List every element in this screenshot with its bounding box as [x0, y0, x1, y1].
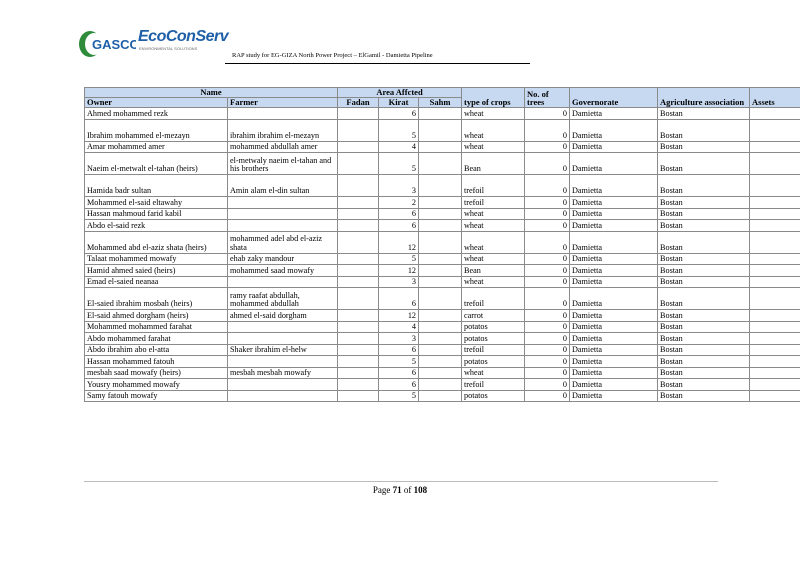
- table-row: [85, 265, 800, 277]
- sahm-cell: [419, 153, 462, 175]
- assets-cell: [750, 310, 800, 322]
- crop-type-cell: potatos: [462, 390, 525, 402]
- trees-count-cell: 0: [525, 310, 570, 322]
- governorate-cell: Damietta: [570, 220, 658, 232]
- owner-cell: Ahmed mohammed rezk: [85, 108, 228, 120]
- farmer-cell: mohammed abdullah amer: [228, 141, 338, 153]
- table-row: [85, 119, 800, 141]
- kirat-cell: 5: [379, 253, 419, 265]
- owner-cell: Amar mohammed amer: [85, 141, 228, 153]
- crop-type-cell: trefoil: [462, 344, 525, 356]
- governorate-cell: Damietta: [570, 108, 658, 120]
- area-affected-header: Area Affcted: [338, 88, 462, 98]
- sahm-cell: [419, 344, 462, 356]
- agriculture-association-header: Agriculture association: [658, 88, 750, 108]
- sahm-cell: [419, 390, 462, 402]
- assets-cell: [750, 288, 800, 310]
- trees-count-cell: 0: [525, 153, 570, 175]
- kirat-cell: 4: [379, 321, 419, 333]
- kirat-cell: 2: [379, 197, 419, 209]
- governorate-cell: Damietta: [570, 379, 658, 391]
- sahm-cell: [419, 108, 462, 120]
- farmer-cell: [228, 379, 338, 391]
- trees-count-cell: 0: [525, 141, 570, 153]
- assets-cell: [750, 141, 800, 153]
- table-row: [85, 108, 800, 120]
- sahm-cell: [419, 356, 462, 368]
- table-row: [85, 197, 800, 209]
- kirat-cell: 3: [379, 276, 419, 288]
- kirat-cell: 12: [379, 265, 419, 277]
- farmer-cell: ramy raafat abdullah, mohammed abdullah: [228, 288, 338, 310]
- fadan-cell: [338, 333, 379, 345]
- page-of-label: of: [403, 485, 412, 495]
- agriculture-association-cell: Bostan: [658, 367, 750, 379]
- kirat-cell: 4: [379, 141, 419, 153]
- ecoconserv-logo-subtitle: ENVIRONMENTAL SOLUTIONS: [139, 46, 198, 51]
- assets-cell: [750, 356, 800, 368]
- governorate-cell: Damietta: [570, 344, 658, 356]
- farmer-header: Farmer: [228, 98, 338, 108]
- trees-count-cell: 0: [525, 175, 570, 197]
- table-row: [85, 175, 800, 197]
- table-row: [85, 208, 800, 220]
- agriculture-association-cell: Bostan: [658, 276, 750, 288]
- trees-count-cell: 0: [525, 119, 570, 141]
- assets-cell: [750, 253, 800, 265]
- kirat-cell: 5: [379, 356, 419, 368]
- assets-cell: [750, 197, 800, 209]
- kirat-cell: 6: [379, 367, 419, 379]
- governorate-cell: Damietta: [570, 231, 658, 253]
- owner-cell: Samy fatouh mowafy: [85, 390, 228, 402]
- governorate-cell: Damietta: [570, 356, 658, 368]
- trees-count-cell: 0: [525, 344, 570, 356]
- trees-count-cell: 0: [525, 208, 570, 220]
- kirat-cell: 12: [379, 231, 419, 253]
- no-of-trees-header: No. of trees: [525, 88, 570, 108]
- trees-count-cell: 0: [525, 367, 570, 379]
- trees-count-cell: 0: [525, 356, 570, 368]
- assets-header: Assets: [750, 88, 800, 108]
- owner-cell: Naeim el-metwalt el-tahan (heirs): [85, 153, 228, 175]
- page-number: 71: [392, 485, 402, 495]
- farmer-cell: ibrahim ibrahim el-mezayn: [228, 119, 338, 141]
- fadan-cell: [338, 276, 379, 288]
- agriculture-association-cell: Bostan: [658, 344, 750, 356]
- farmer-cell: mohammed saad mowafy: [228, 265, 338, 277]
- fadan-cell: [338, 108, 379, 120]
- sahm-cell: [419, 197, 462, 209]
- fadan-cell: [338, 175, 379, 197]
- agriculture-association-cell: Bostan: [658, 288, 750, 310]
- assets-cell: [750, 367, 800, 379]
- assets-cell: [750, 265, 800, 277]
- ecoconserv-logo-text: EcoConServ: [138, 28, 229, 45]
- name-header: Name: [85, 88, 338, 98]
- owner-cell: Hamida badr sultan: [85, 175, 228, 197]
- governorate-cell: Damietta: [570, 175, 658, 197]
- table-row: [85, 344, 800, 356]
- kirat-cell: 5: [379, 390, 419, 402]
- sahm-cell: [419, 141, 462, 153]
- fadan-cell: [338, 390, 379, 402]
- kirat-cell: 6: [379, 220, 419, 232]
- sahm-cell: [419, 276, 462, 288]
- agriculture-association-cell: Bostan: [658, 108, 750, 120]
- fadan-cell: [338, 356, 379, 368]
- governorate-cell: Damietta: [570, 208, 658, 220]
- sahm-cell: [419, 321, 462, 333]
- crop-type-cell: wheat: [462, 367, 525, 379]
- crop-type-cell: wheat: [462, 253, 525, 265]
- fadan-cell: [338, 321, 379, 333]
- table-row: [85, 333, 800, 345]
- type-of-crops-header: type of crops: [462, 88, 525, 108]
- agriculture-association-cell: Bostan: [658, 153, 750, 175]
- fadan-cell: [338, 288, 379, 310]
- sahm-cell: [419, 379, 462, 391]
- governorate-cell: Damietta: [570, 367, 658, 379]
- gasco-logo: [78, 26, 136, 60]
- fadan-cell: [338, 197, 379, 209]
- crop-type-cell: potatos: [462, 356, 525, 368]
- governorate-header: Governorate: [570, 88, 658, 108]
- farmer-cell: ehab zaky mandour: [228, 253, 338, 265]
- fadan-cell: [338, 153, 379, 175]
- gasco-logo-graphic: [78, 26, 136, 60]
- kirat-header: Kirat: [379, 98, 419, 108]
- agriculture-association-cell: Bostan: [658, 197, 750, 209]
- governorate-cell: Damietta: [570, 276, 658, 288]
- crop-type-cell: potatos: [462, 321, 525, 333]
- fadan-cell: [338, 310, 379, 322]
- trees-count-cell: 0: [525, 108, 570, 120]
- assets-cell: [750, 220, 800, 232]
- kirat-cell: 5: [379, 153, 419, 175]
- crop-type-cell: trefoil: [462, 379, 525, 391]
- sahm-cell: [419, 288, 462, 310]
- footer-rule: [84, 481, 718, 482]
- fadan-cell: [338, 344, 379, 356]
- governorate-cell: Damietta: [570, 197, 658, 209]
- trees-count-cell: 0: [525, 253, 570, 265]
- table-row: [85, 390, 800, 402]
- kirat-cell: 12: [379, 310, 419, 322]
- farmer-cell: mohammed adel abd el-aziz shata: [228, 231, 338, 253]
- agriculture-association-cell: Bostan: [658, 333, 750, 345]
- agriculture-association-cell: Bostan: [658, 265, 750, 277]
- assets-cell: [750, 344, 800, 356]
- table-row: [85, 321, 800, 333]
- trees-count-cell: 0: [525, 265, 570, 277]
- sahm-cell: [419, 310, 462, 322]
- governorate-cell: Damietta: [570, 390, 658, 402]
- crop-type-cell: wheat: [462, 231, 525, 253]
- assets-cell: [750, 175, 800, 197]
- owner-cell: Ibrahim mohammed el-mezayn: [85, 119, 228, 141]
- sahm-cell: [419, 265, 462, 277]
- crop-type-cell: potatos: [462, 333, 525, 345]
- trees-count-cell: 0: [525, 390, 570, 402]
- farmer-cell: el-metwaly naeim el-tahan and his brothers: [228, 153, 338, 175]
- crop-type-cell: carrot: [462, 310, 525, 322]
- farmer-cell: [228, 208, 338, 220]
- assets-cell: [750, 390, 800, 402]
- trees-count-cell: 0: [525, 276, 570, 288]
- sahm-cell: [419, 253, 462, 265]
- farmer-cell: [228, 220, 338, 232]
- kirat-cell: 6: [379, 288, 419, 310]
- sahm-cell: [419, 220, 462, 232]
- kirat-cell: 5: [379, 119, 419, 141]
- kirat-cell: 6: [379, 108, 419, 120]
- crop-type-cell: wheat: [462, 208, 525, 220]
- agriculture-association-cell: Bostan: [658, 208, 750, 220]
- farmer-cell: [228, 390, 338, 402]
- owner-cell: Abdo mohammed farahat: [85, 333, 228, 345]
- fadan-cell: [338, 367, 379, 379]
- agriculture-association-cell: Bostan: [658, 141, 750, 153]
- crop-type-cell: Bean: [462, 153, 525, 175]
- owner-cell: El-saied ibrahim mosbah (heirs): [85, 288, 228, 310]
- sahm-cell: [419, 119, 462, 141]
- farmer-cell: [228, 276, 338, 288]
- fadan-cell: [338, 379, 379, 391]
- trees-count-cell: 0: [525, 197, 570, 209]
- sahm-cell: [419, 175, 462, 197]
- trees-count-cell: 0: [525, 379, 570, 391]
- fadan-cell: [338, 231, 379, 253]
- governorate-cell: Damietta: [570, 119, 658, 141]
- kirat-cell: 6: [379, 208, 419, 220]
- agriculture-association-cell: Bostan: [658, 390, 750, 402]
- farmer-cell: [228, 108, 338, 120]
- gasco-logo-text: GASCO: [92, 37, 136, 52]
- governorate-cell: Damietta: [570, 310, 658, 322]
- crop-type-cell: wheat: [462, 220, 525, 232]
- governorate-cell: Damietta: [570, 253, 658, 265]
- crop-type-cell: wheat: [462, 119, 525, 141]
- kirat-cell: 3: [379, 175, 419, 197]
- sahm-cell: [419, 208, 462, 220]
- document-header: RAP study for EG-GIZA North Power Project – ElGamil - Damietta Pipeline: [232, 52, 433, 59]
- crop-type-cell: Bean: [462, 265, 525, 277]
- table-row: [85, 220, 800, 232]
- farmer-cell: Amin alam el-din sultan: [228, 175, 338, 197]
- farmer-cell: ahmed el-said dorgham: [228, 310, 338, 322]
- fadan-cell: [338, 208, 379, 220]
- trees-count-cell: 0: [525, 288, 570, 310]
- agriculture-association-cell: Bostan: [658, 175, 750, 197]
- table-row: [85, 276, 800, 288]
- kirat-cell: 6: [379, 344, 419, 356]
- assets-cell: [750, 153, 800, 175]
- owner-cell: Mohammed el-said eltawahy: [85, 197, 228, 209]
- page-total: 108: [413, 485, 428, 495]
- governorate-cell: Damietta: [570, 153, 658, 175]
- governorate-cell: Damietta: [570, 141, 658, 153]
- trees-count-cell: 0: [525, 333, 570, 345]
- owner-cell: Mohammed abd el-aziz shata (heirs): [85, 231, 228, 253]
- crop-type-cell: wheat: [462, 276, 525, 288]
- kirat-cell: 3: [379, 333, 419, 345]
- page-label: Page: [372, 485, 391, 495]
- governorate-cell: Damietta: [570, 288, 658, 310]
- trees-count-cell: 0: [525, 220, 570, 232]
- assets-cell: [750, 208, 800, 220]
- assets-cell: [750, 119, 800, 141]
- farmer-cell: [228, 356, 338, 368]
- governorate-cell: Damietta: [570, 321, 658, 333]
- owner-cell: mesbah saad mowafy (heirs): [85, 367, 228, 379]
- owner-cell: Emad el-saied neanaa: [85, 276, 228, 288]
- agriculture-association-cell: Bostan: [658, 253, 750, 265]
- table-row: [85, 153, 800, 175]
- farmer-cell: [228, 333, 338, 345]
- crop-type-cell: trefoil: [462, 288, 525, 310]
- agriculture-association-cell: Bostan: [658, 119, 750, 141]
- crop-type-cell: trefoil: [462, 197, 525, 209]
- fadan-cell: [338, 220, 379, 232]
- agriculture-association-cell: Bostan: [658, 321, 750, 333]
- fadan-cell: [338, 265, 379, 277]
- sahm-cell: [419, 367, 462, 379]
- table-row: [85, 356, 800, 368]
- table-row: [85, 310, 800, 322]
- affected-land-table: [84, 87, 800, 402]
- owner-cell: Yousry mohammed mowafy: [85, 379, 228, 391]
- assets-cell: [750, 231, 800, 253]
- kirat-cell: 6: [379, 379, 419, 391]
- farmer-cell: [228, 321, 338, 333]
- owner-cell: Hamid ahmed saied (heirs): [85, 265, 228, 277]
- sahm-cell: [419, 333, 462, 345]
- owner-cell: El-said ahmed dorgham (heirs): [85, 310, 228, 322]
- fadan-cell: [338, 141, 379, 153]
- farmer-cell: Shaker ibrahim el-helw: [228, 344, 338, 356]
- crop-type-cell: trefoil: [462, 175, 525, 197]
- owner-cell: Talaat mohammed mowafy: [85, 253, 228, 265]
- owner-cell: Mohammed mohammed farahat: [85, 321, 228, 333]
- fadan-cell: [338, 253, 379, 265]
- assets-cell: [750, 108, 800, 120]
- farmer-cell: mesbah mesbah mowafy: [228, 367, 338, 379]
- sahm-cell: [419, 231, 462, 253]
- trees-count-cell: 0: [525, 321, 570, 333]
- table-row: [85, 379, 800, 391]
- crop-type-cell: wheat: [462, 141, 525, 153]
- agriculture-association-cell: Bostan: [658, 356, 750, 368]
- governorate-cell: Damietta: [570, 265, 658, 277]
- governorate-cell: Damietta: [570, 333, 658, 345]
- agriculture-association-cell: Bostan: [658, 379, 750, 391]
- trees-count-cell: 0: [525, 231, 570, 253]
- agriculture-association-cell: Bostan: [658, 220, 750, 232]
- crop-type-cell: wheat: [462, 108, 525, 120]
- owner-cell: Hassan mohammed fatouh: [85, 356, 228, 368]
- header-rule: [225, 63, 530, 64]
- table-row: [85, 141, 800, 153]
- owner-cell: Abdo el-said rezk: [85, 220, 228, 232]
- assets-cell: [750, 333, 800, 345]
- table-row: [85, 288, 800, 310]
- owner-cell: Abdo ibrahim abo el-atta: [85, 344, 228, 356]
- table-row: [85, 253, 800, 265]
- table-body: [85, 108, 800, 402]
- farmer-cell: [228, 197, 338, 209]
- agriculture-association-cell: Bostan: [658, 231, 750, 253]
- page-footer: [0, 485, 800, 495]
- fadan-cell: [338, 119, 379, 141]
- assets-cell: [750, 379, 800, 391]
- table-row: [85, 367, 800, 379]
- owner-cell: Hassan mahmoud farid kabil: [85, 208, 228, 220]
- agriculture-association-cell: Bostan: [658, 310, 750, 322]
- assets-cell: [750, 321, 800, 333]
- table-row: [85, 231, 800, 253]
- assets-cell: [750, 276, 800, 288]
- ecoconserv-logo: [138, 28, 229, 58]
- sahm-header: Sahm: [419, 98, 462, 108]
- owner-header: Owner: [85, 98, 228, 108]
- fadan-header: Fadan: [338, 98, 379, 108]
